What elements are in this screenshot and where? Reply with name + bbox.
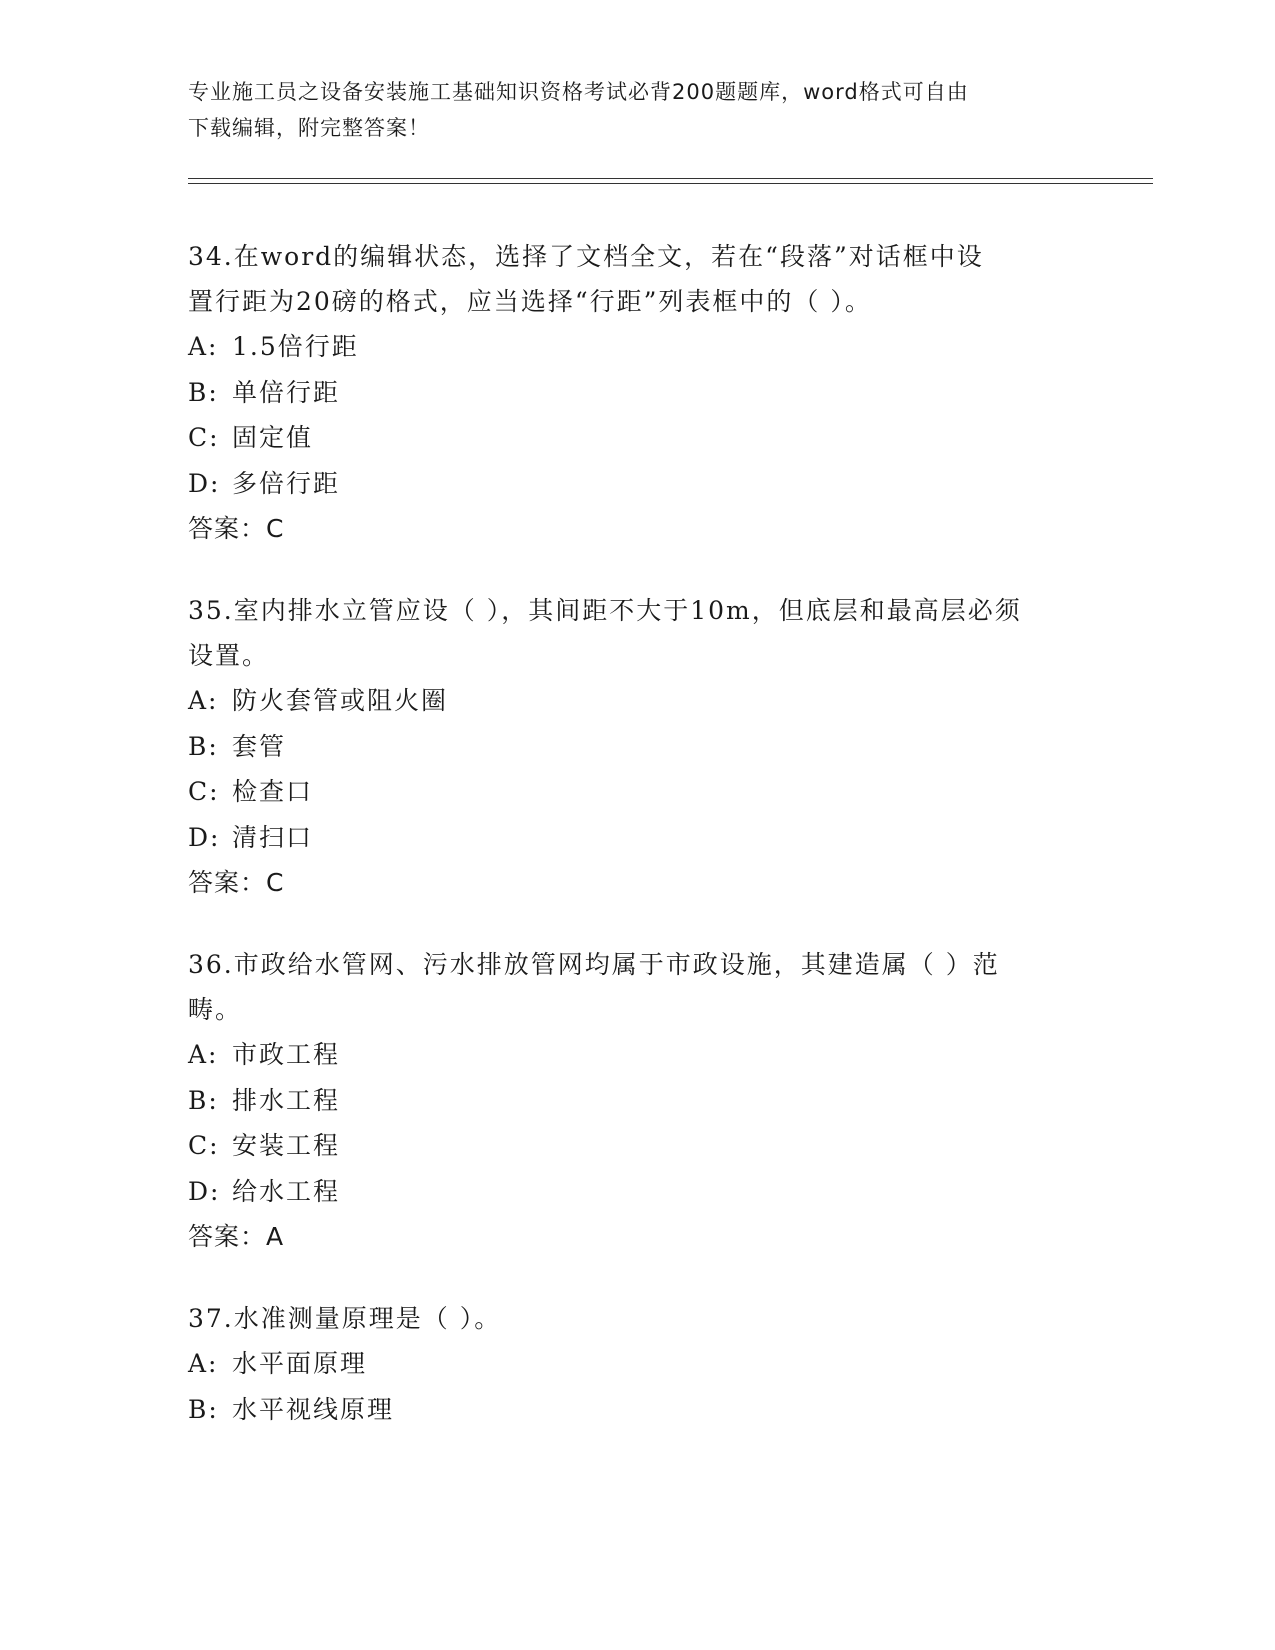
question-text-line-1: 水准测量原理是（ ）。 <box>233 1304 502 1333</box>
question-text-line-2: 置行距为20磅的格式，应当选择“行距”列表框中的（ ）。 <box>188 287 872 316</box>
question-35 <box>188 588 1088 905</box>
question-text-line-2: 设置。 <box>188 641 270 670</box>
option-text: 排水工程 <box>232 1085 341 1115</box>
question-text-line-2: 畴。 <box>188 995 243 1024</box>
option-letter: B: <box>188 731 219 761</box>
option-letter: B: <box>188 1394 219 1424</box>
option-text: 固定值 <box>232 423 314 452</box>
option-text: 多倍行距 <box>232 468 341 498</box>
option-letter: A: <box>188 1349 219 1378</box>
question-text-line-1: 室内排水立管应设（ ），其间距不大于10m，但底层和最高层必须 <box>233 596 1022 625</box>
option-text: 清扫口 <box>232 822 314 852</box>
option-c <box>188 1123 1088 1169</box>
option-letter: D: <box>188 1176 221 1206</box>
header-line-1: 专业施工员之设备安装施工基础知识资格考试必背200题题库，word格式可自由 <box>188 80 969 104</box>
option-c <box>188 769 1088 815</box>
option-letter: B: <box>188 1085 219 1115</box>
option-text: 水平面原理 <box>232 1349 368 1378</box>
option-letter: C: <box>188 1131 220 1160</box>
option-text: 防火套管或阻火圈 <box>232 686 449 715</box>
option-a <box>188 324 1088 370</box>
answer-line: 答案：C <box>188 514 285 543</box>
option-letter: C: <box>188 423 220 452</box>
question-text <box>188 1296 1088 1341</box>
option-text: 给水工程 <box>232 1176 341 1206</box>
option-d <box>188 815 1088 861</box>
option-letter: A: <box>188 686 219 715</box>
question-text-line-1: 在word的编辑状态，选择了文档全文，若在“段落”对话框中设 <box>233 242 984 271</box>
question-text <box>188 942 1088 987</box>
option-letter: C: <box>188 777 220 806</box>
option-b <box>188 1387 1088 1433</box>
question-34 <box>188 234 1088 551</box>
option-letter: A: <box>188 332 219 361</box>
option-text: 1.5倍行距 <box>232 332 359 361</box>
question-text-line-1: 市政给水管网、污水排放管网均属于市政设施，其建造属（ ）范 <box>233 950 1000 979</box>
question-text <box>188 234 1088 279</box>
option-text: 单倍行距 <box>232 377 341 407</box>
question-text <box>188 588 1088 633</box>
option-text: 检查口 <box>232 777 314 806</box>
option-letter: D: <box>188 468 221 498</box>
option-text: 市政工程 <box>232 1040 341 1069</box>
option-text: 套管 <box>232 731 287 761</box>
header-line-2: 下载编辑，附完整答案！ <box>188 116 430 140</box>
header-divider-bottom <box>188 183 1153 184</box>
option-c <box>188 415 1088 461</box>
answer-line: 答案：C <box>188 868 285 897</box>
option-a <box>188 678 1088 724</box>
option-b <box>188 1078 1088 1124</box>
option-d <box>188 1169 1088 1215</box>
answer-line: 答案：A <box>188 1222 285 1251</box>
option-a <box>188 1341 1088 1387</box>
option-letter: D: <box>188 822 221 852</box>
question-36 <box>188 942 1088 1259</box>
question-number: 34. <box>188 242 234 271</box>
option-text: 安装工程 <box>232 1131 341 1160</box>
question-list <box>188 234 1088 1469</box>
option-text: 水平视线原理 <box>232 1394 395 1424</box>
option-letter: A: <box>188 1040 219 1069</box>
option-a <box>188 1032 1088 1078</box>
question-number: 36. <box>188 950 234 979</box>
option-letter: B: <box>188 377 219 407</box>
question-number: 37. <box>188 1304 234 1333</box>
document-header <box>188 74 1068 146</box>
header-divider-top <box>188 178 1153 179</box>
question-37 <box>188 1296 1088 1432</box>
option-b <box>188 724 1088 770</box>
option-d <box>188 461 1088 507</box>
option-b <box>188 370 1088 416</box>
question-number: 35. <box>188 596 234 625</box>
